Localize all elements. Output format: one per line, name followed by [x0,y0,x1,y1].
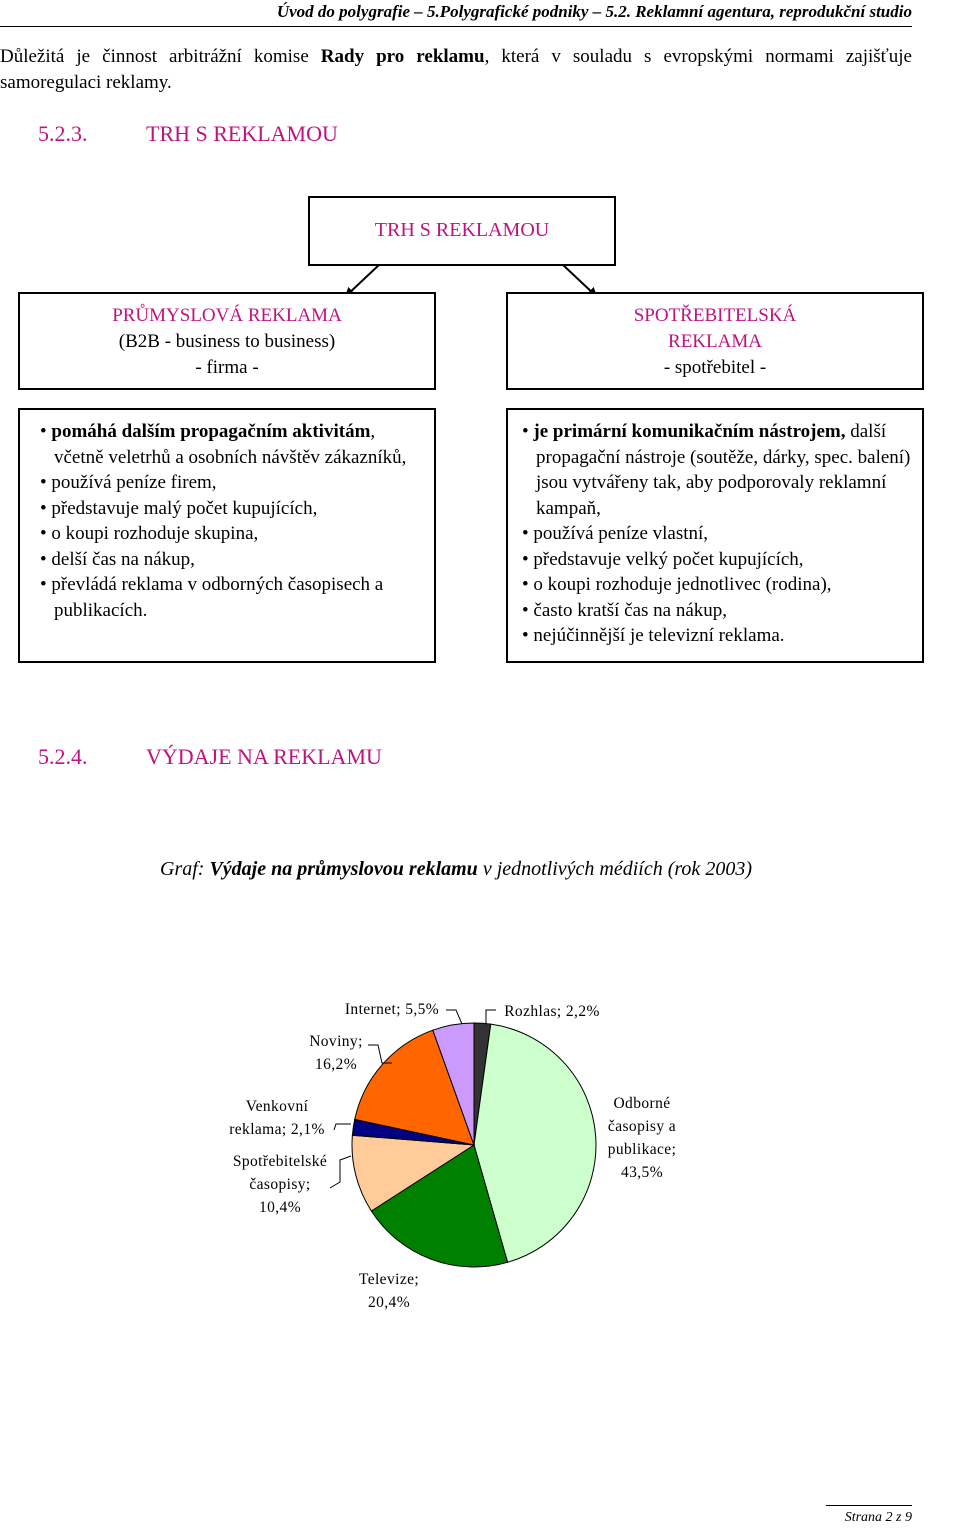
page-number: Strana 2 z 9 [844,1510,912,1525]
chart-caption: Graf: Výdaje na průmyslovou reklamu v jednotlivých médiích (rok 2003) [160,858,752,880]
industrial-list-box [18,408,436,663]
list-item: • představuje malý počet kupujících, [40,496,420,522]
section-title: VÝDAJE NA REKLAMU [146,744,382,769]
section-heading-vydaje [38,744,538,774]
running-header: Úvod do polygrafie – 5.Polygrafické podniky – 5.2. Reklamní agentura, reprodukční studio [276,2,912,21]
list-item: • o koupi rozhoduje skupina, [40,521,420,547]
pie-label-5: Noviny; 16,2% [309,1033,363,1073]
list-item: • pomáhá dalším propagačním aktivitám, včetně veletrhů a osobních návštěv zákazníků, [40,419,420,470]
pie-label-4: Venkovní reklama; 2,1% [229,1098,325,1138]
section-number: 5.2.4. [38,744,88,769]
pie-label-6: Internet; 5,5% [344,1001,440,1018]
list-item: • delší čas na nákup, [40,547,420,573]
list-item: • používá peníze firem, [40,470,420,496]
consumer-title-1: SPOTŘEBITELSKÁ [633,305,797,326]
list-item: • nejúčinnější je televizní reklama. [522,623,912,649]
list-item: • představuje velký počet kupujících, [522,547,912,573]
list-item: • o koupi rozhoduje jednotlivec (rodina), [522,572,912,598]
consumer-header-box [506,292,924,390]
root-box [308,196,616,266]
consumer-tag: - spotřebitel - [663,357,767,378]
root-label: TRH S REKLAMOU [374,219,550,241]
industrial-subtitle: (B2B - business to business) [118,331,336,352]
section-title: TRH S REKLAMOU [146,121,338,146]
intro-paragraph: Důležitá je činnost arbitrážní komise Rady pro reklamu, která v souladu s evropskými normami zajišťuje samoregulaci reklamy. [0,46,912,93]
list-item: • často kratší čas na nákup, [522,598,912,624]
list-item: • je primární komunikačním nástrojem, další propagační nástroje (soutěže, dárky, spec. balení) jsou vytvářeny tak, aby podporovaly reklamní kampaň, [522,419,912,521]
list-item: • používá peníze vlastní, [522,521,912,547]
pie-leader-4 [334,1124,351,1130]
pie-label-1: Odborné časopisy a publikace; 43,5% [607,1095,677,1181]
consumer-list-box [506,408,924,663]
consumer-title-2: REKLAMA [668,331,762,352]
pie-label-2: Televize; 20,4% [358,1271,420,1311]
industrial-title: PRŮMYSLOVÁ REKLAMA [112,305,342,326]
pie-label-0: Rozhlas; 2,2% [504,1003,600,1020]
footer-rule [826,1505,912,1506]
industrial-tag: - firma - [195,357,259,378]
intro-bold: Rady pro reklamu [320,46,485,67]
industrial-header-box [18,292,436,390]
pie-chart [0,990,960,1320]
pie-label-3: Spotřebitelské časopisy; 10,4% [232,1153,328,1216]
list-item: • převládá reklama v odborných časopisech a publikacích. [40,572,420,623]
section-number: 5.2.3. [38,121,88,146]
